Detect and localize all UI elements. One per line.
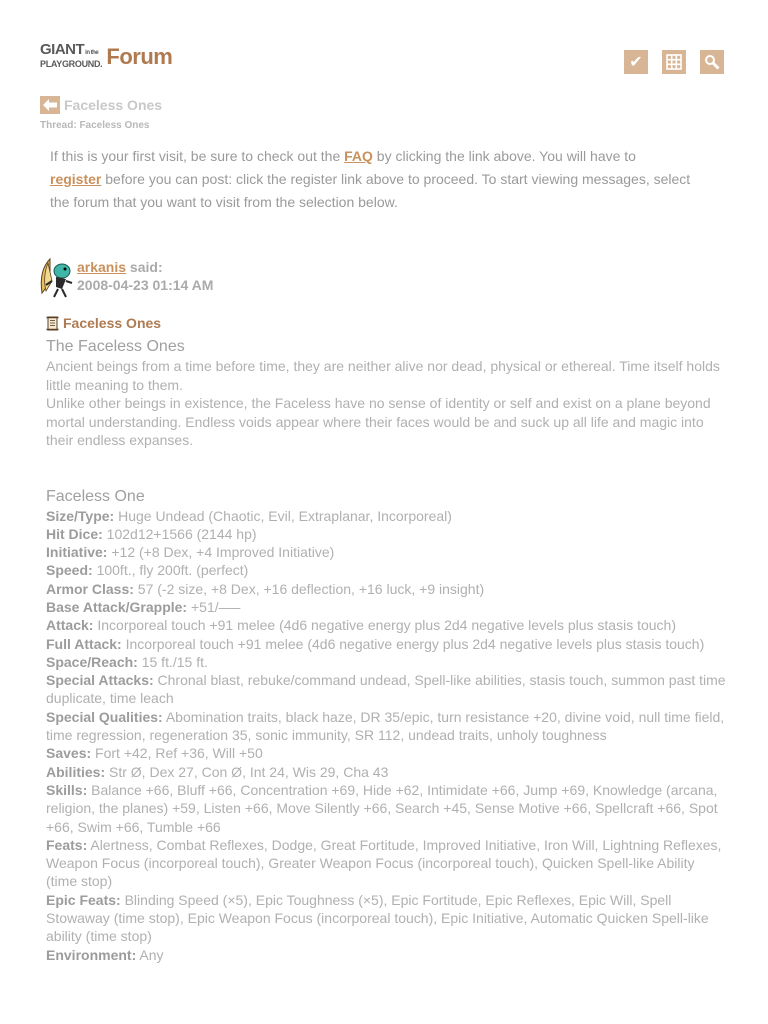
register-link[interactable]: register [50, 171, 102, 187]
stat-label: Speed: [46, 562, 93, 579]
stat-row [46, 561, 726, 579]
stat-row [46, 763, 726, 781]
stat-value: Balance +66, Bluff +66, Concentration +69, Hide +62, Intimidate +66, Jump +69, Knowledge (arcana, religion, the planes) +59, Listen +66, Move Silently +66, Search +45, Sense Motive +66, Spellcraft +66, Spot +66, Swim +66, Tumble +66 [46, 781, 718, 835]
stat-value: Incorporeal touch +91 melee (4d6 negative energy plus 2d4 negative levels plus stasis touch) [93, 617, 676, 634]
stat-label: Environment: [46, 946, 137, 963]
stat-row [46, 543, 726, 561]
stat-label: Special Attacks: [46, 672, 154, 689]
stat-value: Chronal blast, rebuke/command undead, Spell-like abilities, stasis touch, summon past time duplicate, time leach [46, 672, 726, 707]
stat-value: Incorporeal touch +91 melee (4d6 negative energy plus 2d4 negative levels plus stasis touch) [121, 635, 705, 652]
section-heading: The Faceless Ones [46, 338, 185, 355]
stat-label: Saves: [46, 745, 92, 762]
scroll-icon [46, 316, 59, 331]
stat-label: Full Attack: [46, 635, 122, 652]
stat-label: Special Qualities: [46, 708, 163, 725]
avatar[interactable] [38, 255, 74, 299]
stat-label: Base Attack/Grapple: [46, 598, 188, 615]
stat-label: Space/Reach: [46, 653, 138, 670]
stat-row [46, 891, 726, 946]
stat-row [46, 671, 726, 708]
stat-row [46, 580, 726, 598]
stat-value: 102d12+1566 (2144 hp) [102, 525, 257, 542]
post-author-link[interactable]: arkanis [77, 259, 127, 275]
stat-label: Hit Dice: [46, 525, 103, 542]
stat-row [46, 635, 726, 653]
intro-paragraph-1: Ancient beings from a time before time, they are neither alive nor dead, physical or ethereal. Time itself holds little meaning to them. [46, 358, 720, 393]
stat-row [46, 525, 726, 543]
stat-value: Alertness, Combat Reflexes, Dodge, Great Fortitude, Improved Initiative, Iron Will, Lightning Reflexes, Weapon Focus (incorporeal touch), Greater Weapon Focus (incorporeal touch), Quicken Spell-like Ability (time stop) [46, 836, 722, 890]
post-body [46, 337, 726, 964]
stat-row [46, 708, 726, 745]
stat-value: Fort +42, Ref +36, Will +50 [91, 745, 263, 762]
post-title: Faceless Ones [46, 315, 161, 331]
stat-label: Initiative: [46, 544, 108, 561]
search-icon[interactable] [700, 50, 724, 74]
stat-block [46, 507, 726, 964]
stat-row [46, 598, 726, 616]
breadcrumb [40, 96, 162, 114]
stat-value: Any [136, 946, 164, 963]
stat-label: Size/Type: [46, 507, 115, 524]
stat-row [46, 507, 726, 525]
stat-value: Abomination traits, black haze, DR 35/epic, turn resistance +20, divine void, null time field, time regression, regeneration 35, sonic immunity, SR 112, undead traits, unholy toughness [46, 708, 725, 744]
grid-icon[interactable] [662, 50, 686, 74]
back-arrow-icon[interactable] [40, 96, 60, 114]
stat-row [46, 616, 726, 634]
stat-value: Huge Undead (Chaotic, Evil, Extraplanar, Incorporeal) [114, 507, 452, 524]
stat-label: Skills: [46, 781, 88, 798]
welcome-notice: If this is your first visit, be sure to check out the FAQ by clicking the link above. You will have to register before you can post: click the register link above to proceed. To start viewing messages, select the forum that you want to visit from the selection below. [50, 148, 691, 210]
stat-row [46, 744, 726, 762]
stat-label: Epic Feats: [46, 891, 121, 908]
site-header [40, 42, 728, 82]
stat-row [46, 653, 726, 671]
stat-label: Abilities: [46, 763, 106, 780]
stat-label: Armor Class: [46, 580, 134, 597]
stat-row [46, 781, 726, 836]
logo-forum-text: Forum [106, 44, 173, 69]
said-label: said: [126, 259, 163, 275]
stat-heading: Faceless One [46, 487, 145, 505]
thread-label: Thread: Faceless Ones [40, 120, 150, 131]
stat-value: 100ft., fly 200ft. (perfect) [92, 562, 249, 579]
stat-value: +12 (+8 Dex, +4 Improved Initiative) [107, 544, 335, 561]
intro-paragraph-2: Unlike other beings in existence, the Faceless have no sense of identity or self and exist on a plane beyond mortal understanding. Endless voids appear where their faces would be and suck up all life and magic into their endless expanses. [46, 395, 711, 448]
site-logo[interactable] [40, 42, 172, 72]
stat-value: Blinding Speed (×5), Epic Toughness (×5), Epic Fortitude, Epic Reflexes, Epic Will, Spell Stowaway (time stop), Epic Weapon Focus (incorporeal touch), Epic Initiative, Automatic Quicken Spell-like ability (time stop) [46, 891, 709, 945]
checkmark-icon[interactable]: ✔ [624, 50, 648, 74]
post-timestamp: 2008-04-23 01:14 AM [77, 277, 214, 293]
stat-value: 15 ft./15 ft. [137, 653, 208, 670]
stat-value: 57 (-2 size, +8 Dex, +16 deflection, +16 luck, +9 insight) [133, 580, 485, 597]
faq-link[interactable]: FAQ [344, 148, 373, 164]
stat-label: Attack: [46, 617, 94, 634]
stat-row [46, 836, 726, 891]
stat-value: Str Ø, Dex 27, Con Ø, Int 24, Wis 29, Cha 43 [105, 763, 389, 780]
breadcrumb-title[interactable]: Faceless Ones [64, 97, 163, 113]
logo-giant-text: GIANTin the PLAYGROUND. [40, 41, 103, 69]
stat-row [46, 946, 726, 964]
post-header [38, 255, 213, 299]
stat-label: Feats: [46, 836, 88, 853]
stat-value: +51/–— [187, 598, 241, 615]
